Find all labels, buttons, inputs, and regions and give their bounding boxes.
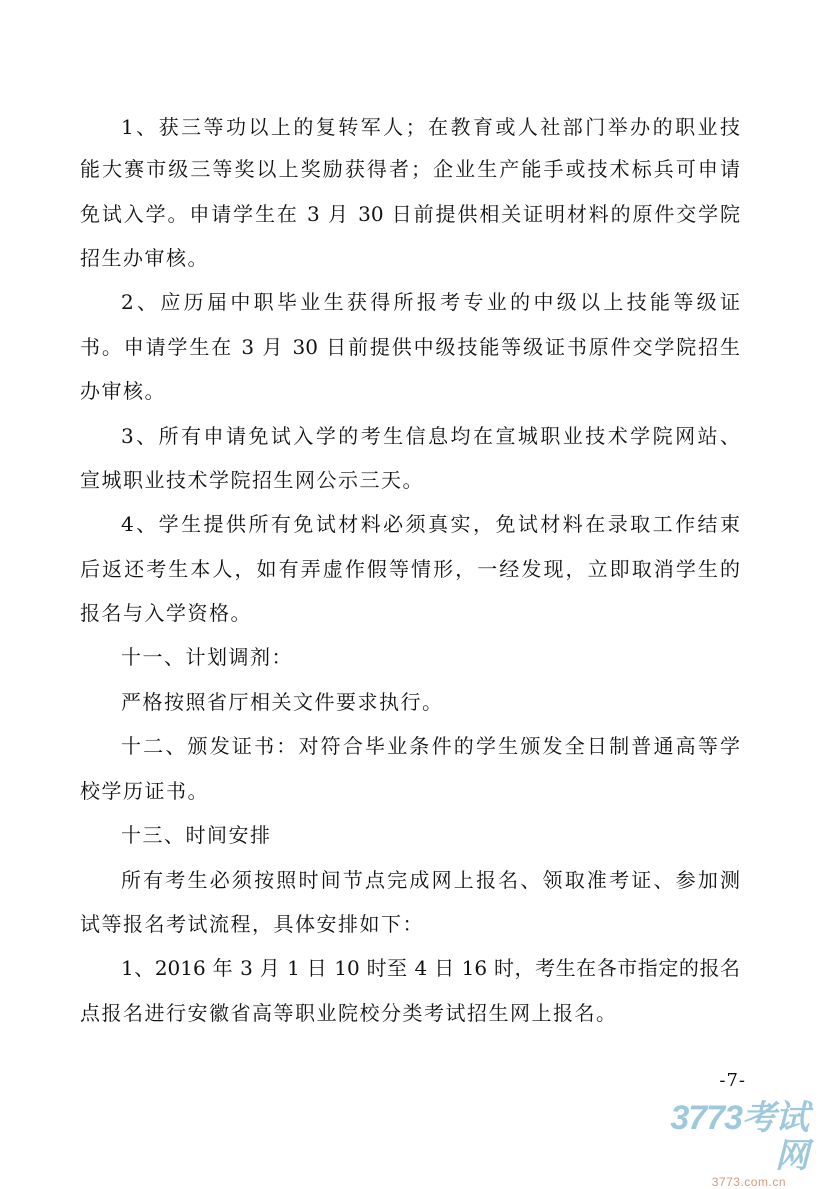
paragraph-line: 1、2016 年 3 月 1 日 10 时至 4 日 16 时，考生在各市指定的报名 — [121, 956, 740, 980]
section-heading: 十一、计划调剂： — [121, 645, 293, 669]
paragraph-line: 十二、颁发证书：对符合毕业条件的学生颁发全日制普通高等学 — [121, 734, 740, 758]
paragraph-line: 3、所有申请免试入学的考生信息均在宣城职业技术学院网站、 — [121, 424, 740, 448]
watermark-domain: 3773.com.cn — [711, 1175, 786, 1189]
section-heading: 十三、时间安排 — [121, 823, 272, 847]
paragraph-line: 报名与入学资格。 — [80, 601, 252, 625]
page-number: -7- — [719, 1070, 746, 1091]
paragraph-line: 试等报名考试流程，具体安排如下： — [80, 912, 424, 936]
paragraph-line: 宣城职业技术学院招生网公示三天。 — [80, 468, 424, 492]
site-watermark — [648, 1099, 808, 1189]
paragraph-line: 书。申请学生在 3 月 30 日前提供中级技能等级证书原件交学院招生 — [80, 335, 740, 359]
paragraph-line: 能大赛市级三等奖以上奖励获得者；企业生产能手或技术标兵可申请 — [80, 157, 740, 181]
paragraph-line: 2、应历届中职毕业生获得所报考专业的中级以上技能等级证 — [121, 290, 740, 314]
paragraph-line: 招生办审核。 — [80, 246, 209, 270]
paragraph-line: 4、学生提供所有免试材料必须真实，免试材料在录取工作结束 — [121, 512, 740, 536]
paragraph-line: 所有考生必须按照时间节点完成网上报名、领取准考证、参加测 — [121, 868, 740, 892]
paragraph-line: 办审核。 — [80, 379, 166, 403]
paragraph-line: 1、获三等功以上的复转军人；在教育或人社部门举办的职业技 — [121, 115, 740, 139]
paragraph-line: 免试入学。申请学生在 3 月 30 日前提供相关证明材料的原件交学院 — [80, 202, 740, 226]
paragraph-line: 校学历证书。 — [80, 779, 209, 803]
watermark-brand: 3773考试网 — [670, 1099, 808, 1175]
paragraph-line: 后返还考生本人，如有弄虚作假等情形，一经发现，立即取消学生的 — [80, 557, 740, 581]
paragraph-line: 严格按照省厅相关文件要求执行。 — [121, 690, 444, 714]
paragraph-line: 点报名进行安徽省高等职业院校分类考试招生网上报名。 — [80, 1001, 618, 1025]
